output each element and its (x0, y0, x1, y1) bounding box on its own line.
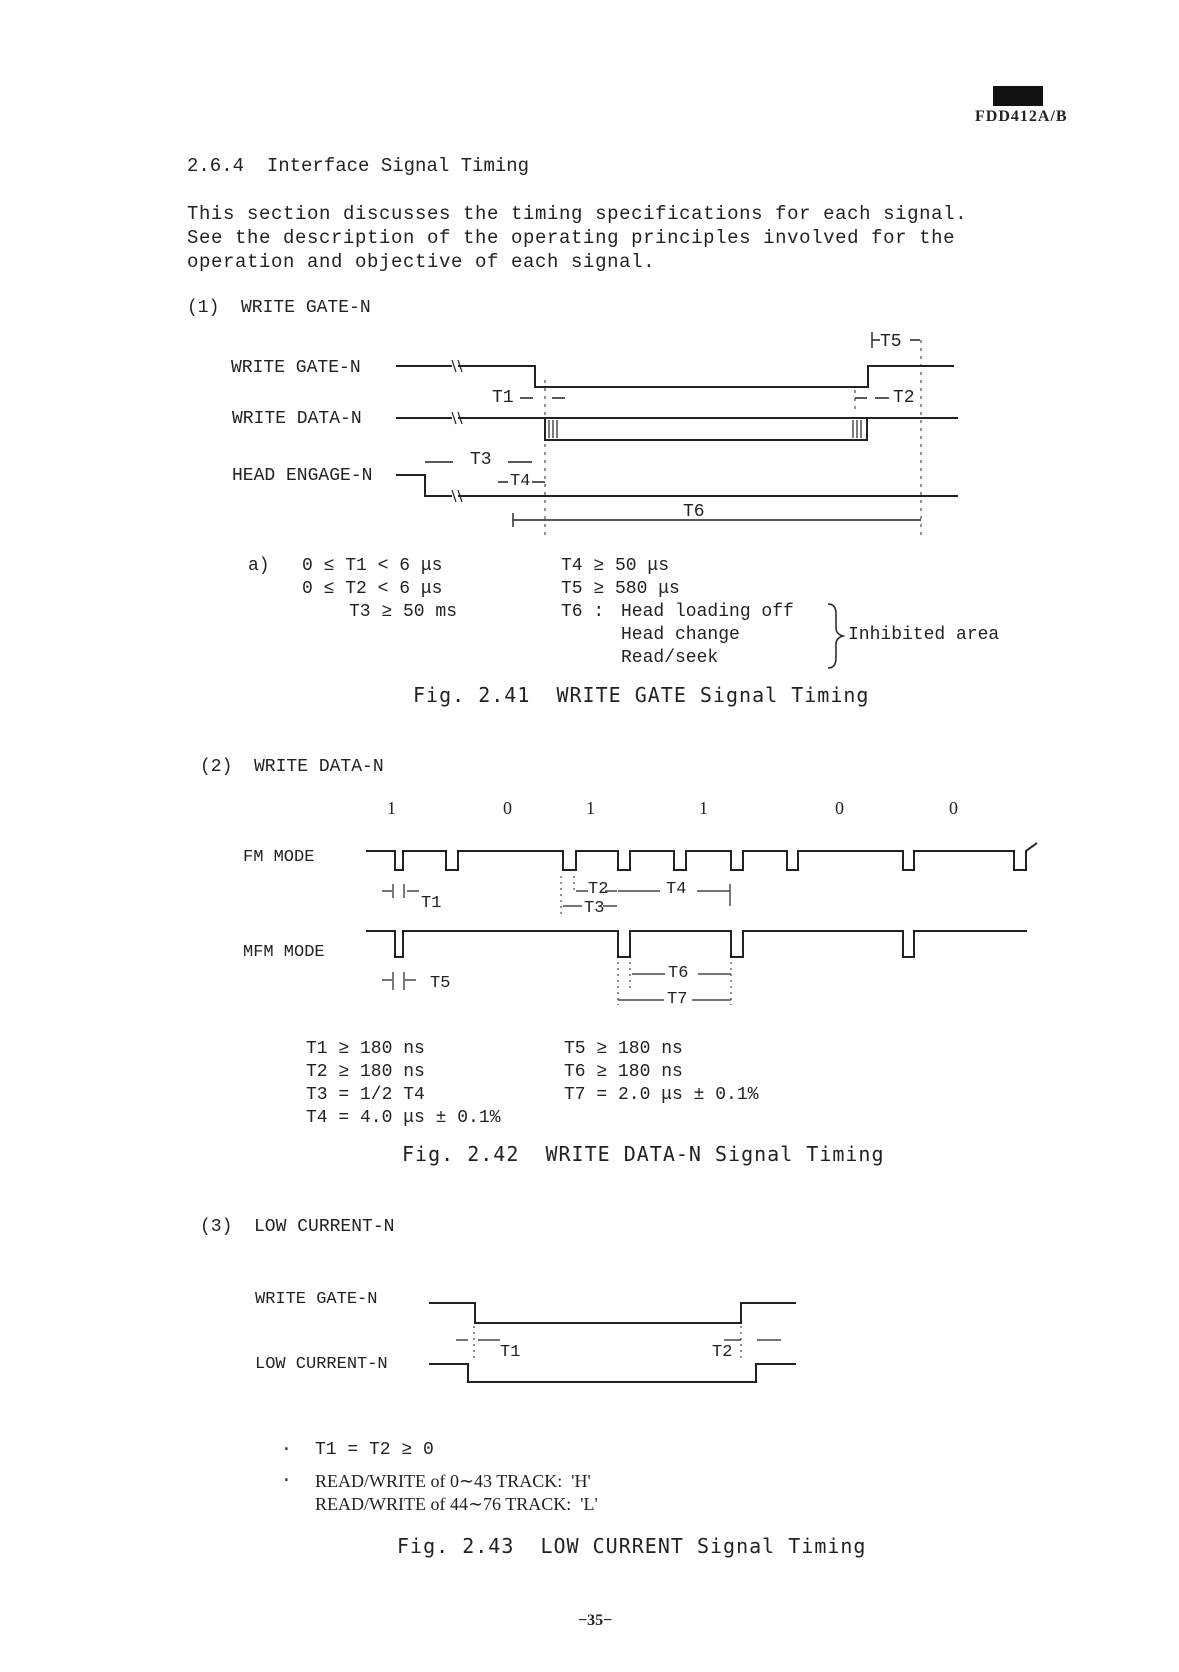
fig42-label-t2: T2 (588, 880, 609, 899)
fig42-label-t1: T1 (421, 894, 442, 913)
fig42-label-t7: T7 (667, 990, 688, 1009)
fig42-bit-2: 0 (503, 798, 512, 818)
intro-line-1: This section discusses the timing specifications for each signal. (187, 203, 968, 225)
fig43-bullet-1: T1 = T2 ≥ 0 (315, 1440, 434, 1460)
fig42-label-t3: T3 (584, 899, 605, 918)
fig42-spec-right-3: T7 = 2.0 μs ± 0.1% (564, 1085, 759, 1105)
fig41-label-t5: T5 (880, 332, 902, 352)
fig42-bit-6: 0 (949, 798, 958, 818)
fig42-subheading: (2) WRITE DATA-N (200, 757, 384, 777)
fig42-spec-left-3: T3 = 1/2 T4 (306, 1085, 425, 1105)
fig41-label-t3: T3 (470, 450, 492, 470)
fig42-label-t5: T5 (430, 974, 451, 993)
fig42-caption: Fig. 2.42 WRITE DATA-N Signal Timing (402, 1142, 885, 1166)
intro-line-3: operation and objective of each signal. (187, 251, 656, 273)
fig41-spec-right-2: T5 ≥ 580 μs (561, 579, 680, 599)
intro-line-2: See the description of the operating principles involved for the (187, 227, 956, 249)
fig42-spec-left-4: T4 = 4.0 μs ± 0.1% (306, 1108, 501, 1128)
fig41-caption: Fig. 2.41 WRITE GATE Signal Timing (413, 683, 870, 707)
fig43-subheading: (3) LOW CURRENT-N (200, 1217, 395, 1237)
fig41-spec-left-2: 0 ≤ T2 < 6 μs (302, 579, 443, 599)
fig43-bullet-dot-1: · (281, 1440, 292, 1460)
fig42-label-t4: T4 (666, 880, 687, 899)
fig41-subheading: (1) WRITE GATE-N (187, 298, 371, 318)
fig42-mode-mfm: MFM MODE (243, 943, 325, 962)
fig42-bit-4: 1 (699, 798, 708, 818)
fig43-signal-low-current: LOW CURRENT-N (255, 1355, 388, 1374)
fig43-caption: Fig. 2.43 LOW CURRENT Signal Timing (397, 1534, 867, 1558)
fig42-spec-left-2: T2 ≥ 180 ns (306, 1062, 425, 1082)
fig42-spec-right-1: T5 ≥ 180 ns (564, 1039, 683, 1059)
fig41-label-t2: T2 (893, 388, 915, 408)
fig41-spec-left-3: T3 ≥ 50 ms (349, 602, 458, 622)
fig42-label-t6: T6 (668, 964, 689, 983)
fig41-t6-item-2: Head change (621, 625, 740, 645)
fig41-signal-head-engage: HEAD ENGAGE-N (232, 466, 373, 486)
fig41-note-prefix: a) (248, 556, 270, 576)
fig43-label-t1: T1 (500, 1343, 521, 1362)
fig41-signal-write-data: WRITE DATA-N (232, 409, 362, 429)
fig42-mode-fm: FM MODE (243, 848, 315, 867)
page-number: −35− (578, 1612, 613, 1629)
fig43-signal-write-gate: WRITE GATE-N (255, 1290, 378, 1309)
fig43-bullet-2: READ/WRITE of 0∼43 TRACK: 'H' (315, 1471, 591, 1491)
fig41-label-t4: T4 (510, 472, 531, 491)
fig42-spec-right-2: T6 ≥ 180 ns (564, 1062, 683, 1082)
fig41-label-t1: T1 (492, 388, 514, 408)
doc-id: FDD412A/B (975, 108, 1068, 125)
fig41-t6-label: T6 : (561, 602, 616, 622)
fig41-inhibited: Inhibited area (848, 625, 1000, 645)
fig43-label-t2: T2 (712, 1343, 733, 1362)
fig42-bit-3: 1 (586, 798, 595, 818)
fig41-t6-item-3: Read/seek (621, 648, 719, 668)
fig42-spec-left-1: T1 ≥ 180 ns (306, 1039, 425, 1059)
fig41-t6-item-1: Head loading off (621, 602, 794, 622)
fig43-bullet-3: READ/WRITE of 44∼76 TRACK: 'L' (315, 1494, 598, 1514)
fig42-bit-1: 1 (387, 798, 396, 818)
fig41-spec-right-1: T4 ≥ 50 μs (561, 556, 670, 576)
fig41-spec-left-1: 0 ≤ T1 < 6 μs (302, 556, 443, 576)
fig42-bit-5: 0 (835, 798, 844, 818)
fig41-signal-write-gate: WRITE GATE-N (231, 358, 361, 378)
fig41-label-t6: T6 (683, 502, 705, 522)
fig43-bullet-dot-2: · (281, 1471, 292, 1491)
section-heading: 2.6.4 Interface Signal Timing (187, 155, 530, 177)
